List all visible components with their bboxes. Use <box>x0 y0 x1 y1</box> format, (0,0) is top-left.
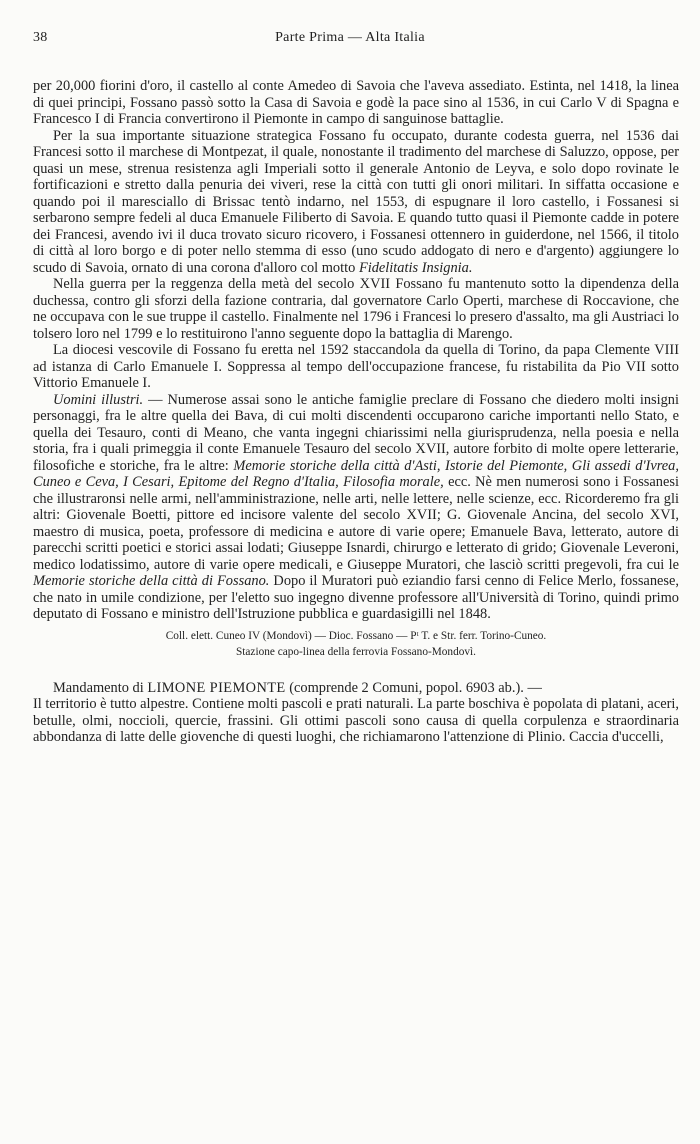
page-header <box>33 30 667 50</box>
section-lead: Uomini illustri. <box>53 391 144 408</box>
page-number: 38 <box>33 30 48 45</box>
motto: Fidelitatis Insignia. <box>358 259 473 276</box>
mandamento-name: LIMONE PIEMONTE <box>147 679 286 696</box>
district-note-line: Stazione capo-linea della ferrovia Fossano-Mondovì. <box>236 645 476 658</box>
paragraph-diocese: La diocesi vescovile di Fossano fu eretta nel 1592 staccandola da quella di Torino, da papa Clemente VIII ad istanza di Carlo Emanuele I. Soppressa al tempo dell'occupazione francese, fu ristabilita da Pio VII sotto Vittorio Emanuele I. <box>33 342 679 391</box>
paragraph-text: Per la sua importante situazione strategica Fossano fu occupato, durante codesta guerra, nel 1536 dai Francesi sotto il marchese di Montpezat, il quale, nonostante il tradimento del marchese di Saluzzo, oppose, per quasi un mese, strenua resistenza agli Imperiali sotto il generale Antonio de Leyva, e solo dopo rovinate le fortificazioni e stretto dalla penuria dei viveri, rese la città con tutti gli onori militari. In siffatta occasione e quando poi il maresciallo di Brissac tentò indarno, nel 1553, di espugnare il loro castello, i Fossanesi si serbarono sempre fedeli al duca Emanuele Filiberto di Savoia. E quando tutto quasi il Piemonte cadde in potere dei Francesi, avendo ivi il duca trovato sicuro ricovero, i Fossanesi ottennero in guiderdone, nel 1566, il titolo di città al loro borgo e di poter nello stemma di esso (uno scudo addogato di nero e d'argento) aggiungere lo scudo di Savoia, ornato di una corona d'alloro col motto <box>33 127 679 276</box>
paragraph-illustrious-men <box>33 392 679 623</box>
district-note-line: Coll. elett. Cuneo IV (Mondovì) — Dioc. Fossano — Pᵗ T. e Str. ferr. Torino-Cuneo. <box>165 629 547 642</box>
paragraph-castello: per 20,000 fiorini d'oro, il castello al conte Amedeo di Savoia che l'aveva assediato. Estinta, nel 1418, la linea di quei principi, Fossano passò sotto la Casa di Savoia e godè la pace sino al 1536, in cui Carlo V di Spagna e Francesco I di Francia convertirono il Piemonte in campo di sanguinose battaglie. <box>33 78 679 127</box>
paragraph-strategic-situation <box>33 128 679 277</box>
paragraph-text: ecc. Nè men numerosi sono i Fossanesi che illustraronsi nelle armi, nell'amministrazione, nelle arti, nelle lettere, nelle scienze, ecc. Ricorderemo fra gli altri: Giovenale Boetti, pittore ed incisore valente del secolo XVII; G. Giovenale Ancina, del secolo XVI, maestro di musica, poeta, professore di medicina e autore di varie opere; Emanuele Bava, letterato, autore di parecchi scritti poetici e storici assai lodati; Giuseppe Isnardi, chirurgo e letterato di grido; Giovenale Leveroni, medico lodatissimo, autore di varie opere medicali, e Giuseppe Muratori, che lasciò scritti pregevoli, fra cui le <box>33 474 679 573</box>
district-note <box>33 628 679 660</box>
mandamento-info: (comprende 2 Comuni, popol. 6903 ab.). — <box>285 679 542 696</box>
mandamento-prefix: Mandamento di <box>53 679 148 696</box>
paragraph-text: — Numerose assai sono le antiche famiglie preclare di Fossano che diedero molti insigni personaggi, fra le altre quella dei Bava, di cui molti discendenti occuparono cariche importanti nello Stato, e quella dei Tesauro, conti di Meano, che vanta ingegni chiarissimi nella giurisprudenza, nella poesia e nella storia, fra i quali primeggia il conte Emanuele Tesauro del secolo XVII, autore forbito di molte opere letterarie, filosofiche e storiche, fra le altre: <box>33 391 679 474</box>
paragraph-text: Dopo il Muratori può eziandio farsi cenno di Felice Merlo, fossanese, che nato in umile condizione, per l'eletto suo ingegno divenne professore all'Università di Torino, quindi primo deputato di Fossano e ministro dell'Istruzione pubblica e guardasigilli nel 1848. <box>33 573 679 622</box>
mandamento-paragraph <box>33 680 679 697</box>
running-title: Parte Prima — Alta Italia <box>275 30 425 45</box>
muratori-work: Memorie storiche della città di Fossano. <box>33 573 270 589</box>
paragraph-regency-war: Nella guerra per la reggenza della metà del secolo XVII Fossano fu mantenuto sotto la dipendenza della duchessa, contro gli sforzi della fazione contraria, dal governatore Carlo Operti, marchese di Roccavione, che ne occupava con le sue truppe il castello. Finalmente nel 1796 i Francesi lo presero d'assalto, ma gli Austriaci lo tolsero loro nel 1799 e lo restituirono l'anno seguente dopo la battaglia di Marengo. <box>33 276 679 342</box>
mandamento-section <box>33 680 679 746</box>
mandamento-text: Il territorio è tutto alpestre. Contiene molti pascoli e prati naturali. La parte boschiva è popolata di platani, aceri, betulle, olmi, noccioli, quercie, frassini. Gli ottimi pascoli sono causa di quella corpulenza e straordinaria abbondanza di latte delle giovenche di questi luoghi, che richiamarono l'attenzione di Plinio. Caccia d'uccelli, <box>33 696 679 745</box>
page-body <box>33 78 679 746</box>
works-list: Memorie storiche della città d'Asti, Istorie del Piemonte, Gli assedi d'Ivrea, Cuneo e Ceva, I Cesari, Epitome del Regno d'Italia, Filosofia morale, <box>33 457 679 490</box>
